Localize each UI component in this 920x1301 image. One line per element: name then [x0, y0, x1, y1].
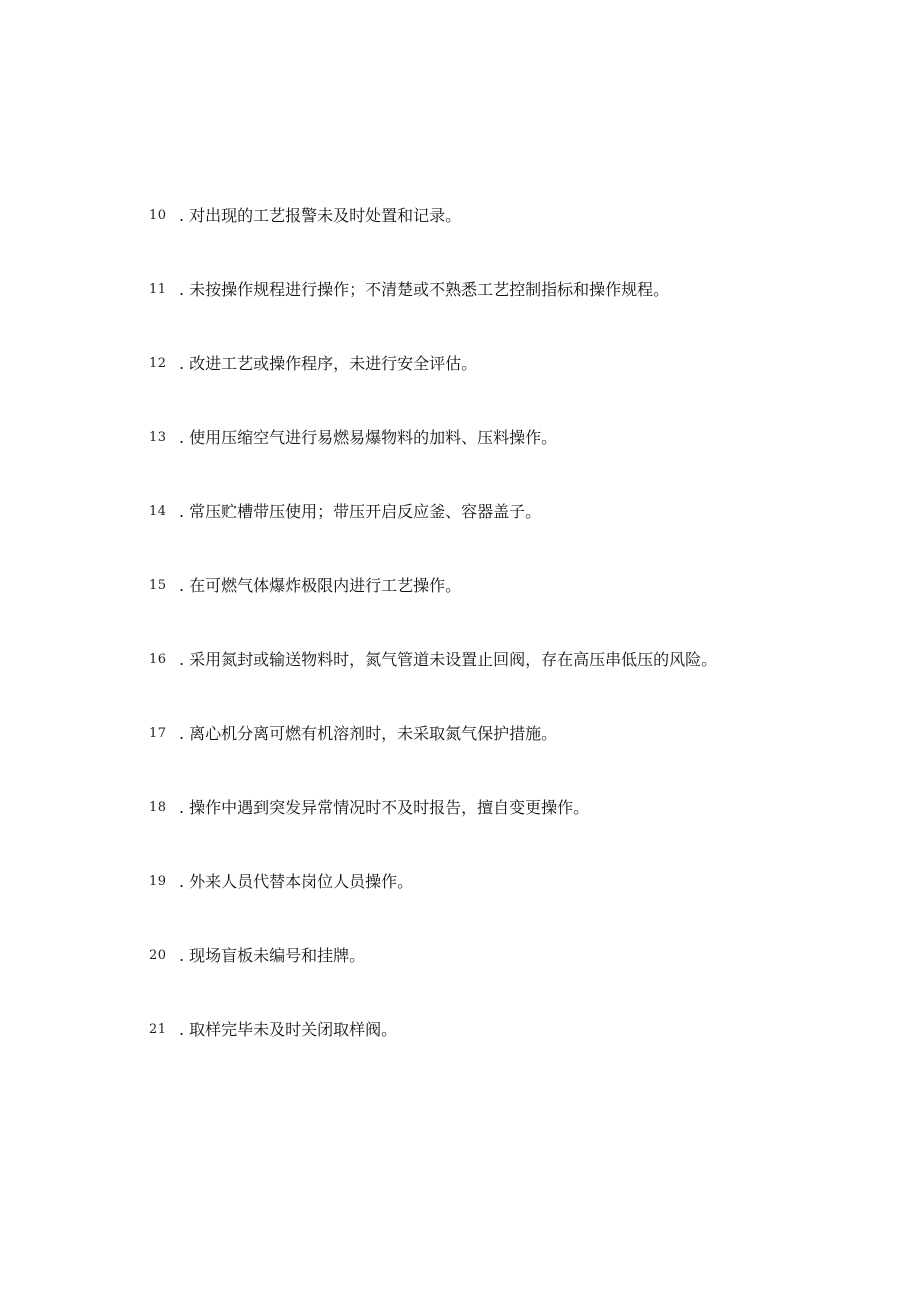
- list-item: [149, 424, 889, 498]
- list-item: [149, 572, 889, 646]
- hazard-list: [149, 202, 889, 1090]
- item-text: . 常压贮槽带压使用；带压开启反应釜、容器盖子。: [179, 502, 542, 521]
- item-number: 18: [149, 800, 167, 815]
- item-text: . 操作中遇到突发异常情况时不及时报告，擅自变更操作。: [179, 798, 590, 817]
- item-text: . 在可燃气体爆炸极限内进行工艺操作。: [179, 576, 462, 595]
- item-text: . 使用压缩空气进行易燃易爆物料的加料、压料操作。: [179, 428, 558, 447]
- item-text: . 采用氮封或输送物料时，氮气管道未设置止回阀，存在高压串低压的风险。: [179, 650, 718, 669]
- list-item: [149, 498, 889, 572]
- item-text: . 取样完毕未及时关闭取样阀。: [179, 1020, 398, 1039]
- list-item: [149, 202, 889, 276]
- item-text: . 现场盲板未编号和挂牌。: [179, 946, 366, 965]
- item-text: . 改进工艺或操作程序，未进行安全评估。: [179, 354, 478, 373]
- list-item: [149, 942, 889, 1016]
- item-number: 17: [149, 726, 167, 741]
- item-number: 14: [149, 504, 167, 519]
- item-text: . 未按操作规程进行操作；不清楚或不熟悉工艺控制指标和操作规程。: [179, 280, 670, 299]
- item-number: 13: [149, 430, 167, 445]
- item-number: 10: [149, 208, 167, 223]
- item-text: . 对出现的工艺报警未及时处置和记录。: [179, 206, 462, 225]
- item-text: . 离心机分离可燃有机溶剂时，未采取氮气保护措施。: [179, 724, 558, 743]
- item-number: 12: [149, 356, 167, 371]
- list-item: [149, 720, 889, 794]
- list-item: [149, 868, 889, 942]
- item-number: 11: [149, 282, 167, 297]
- item-number: 21: [149, 1022, 167, 1037]
- list-item: [149, 276, 889, 350]
- item-number: 19: [149, 874, 167, 889]
- item-number: 20: [149, 948, 167, 963]
- list-item: [149, 794, 889, 868]
- list-item: [149, 646, 889, 720]
- item-text: . 外来人员代替本岗位人员操作。: [179, 872, 414, 891]
- list-item: [149, 350, 889, 424]
- list-item: [149, 1016, 889, 1090]
- item-number: 15: [149, 578, 167, 593]
- item-number: 16: [149, 652, 167, 667]
